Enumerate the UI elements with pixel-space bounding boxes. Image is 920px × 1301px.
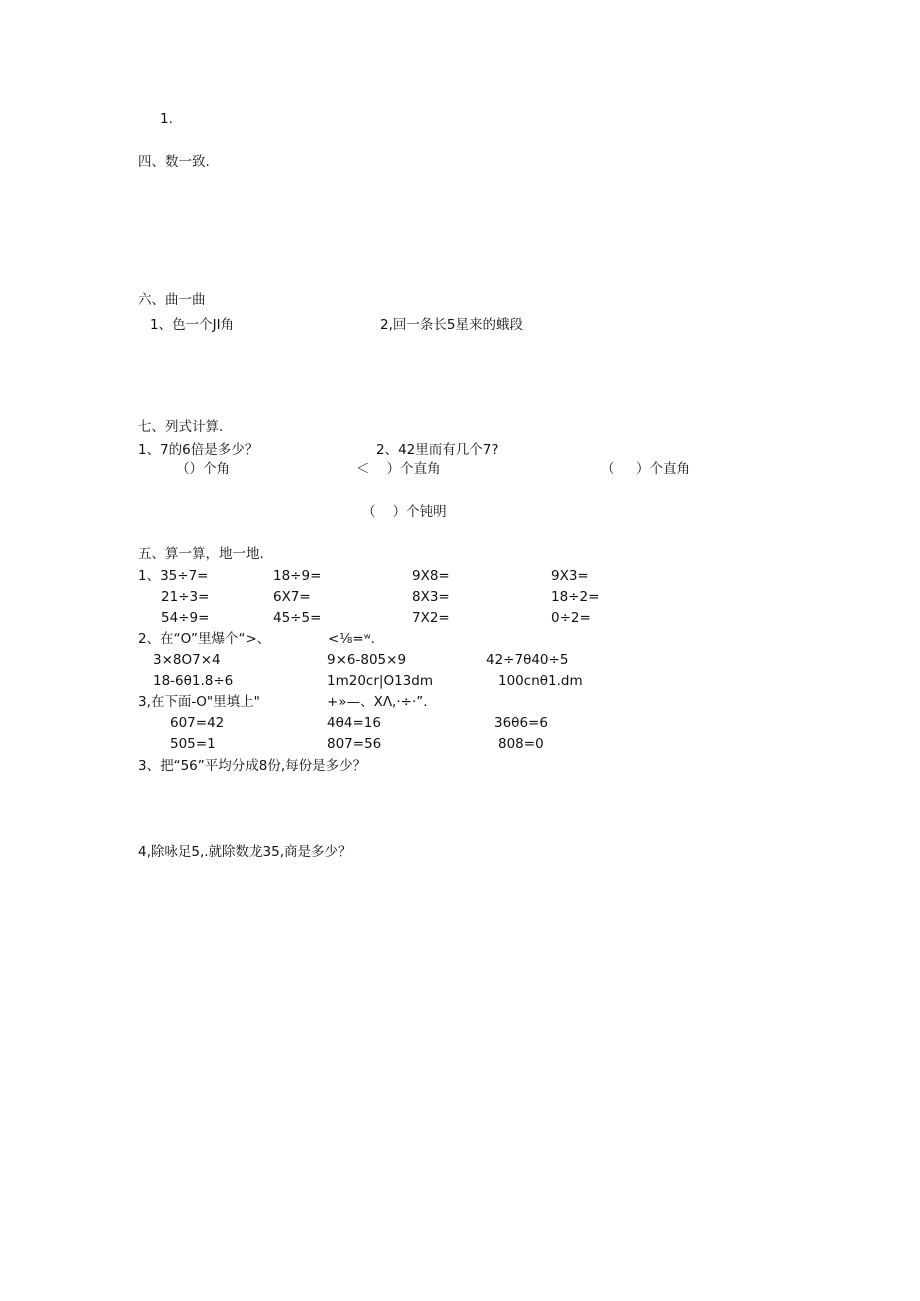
section-heading-4: 四、数一致. [138, 154, 210, 170]
blank-angle-count: （）个角 [176, 461, 230, 477]
calc-item: 54÷9= [161, 610, 210, 626]
operator-item: 607=42 [170, 715, 225, 731]
fill-operator-instruction: 3,在下面-O"里填上" [138, 694, 260, 710]
calc-item: 45÷5= [273, 610, 322, 626]
question-42-divided-by-7: 2、42里而有几个7? [376, 442, 499, 458]
calc-item: 1、35÷7= [138, 568, 209, 584]
compare-item: 1m20cr|O13dm [327, 673, 433, 689]
compare-item: 18-6θ1.8÷6 [153, 673, 234, 689]
calc-item: 21÷3= [161, 589, 210, 605]
operator-item: 505=1 [170, 736, 216, 752]
section-heading-5: 五、算一算，地一地. [138, 546, 264, 562]
operator-item: 4θ4=16 [327, 715, 381, 731]
word-problem-56: 3、把“56”平均分成8份,每份是多少？ [138, 758, 367, 774]
blank-right-angle-count-2: （ ）个直角 [601, 461, 690, 477]
section-heading-6: 六、曲一曲 [138, 292, 206, 308]
calc-item: 9X3= [551, 568, 589, 584]
operator-symbols: +»—、XΛ,·÷·”. [327, 694, 428, 710]
compare-item: 9×6-805×9 [327, 652, 407, 668]
operator-item: 36θ6=6 [494, 715, 548, 731]
compare-item: 100cnθ1.dm [498, 673, 583, 689]
operator-item: 807=56 [327, 736, 382, 752]
calc-item: 0÷2= [551, 610, 591, 626]
calc-item: 6X7= [273, 589, 311, 605]
compare-instruction: 2、在“O”里爆个“>、 [138, 631, 271, 647]
blank-right-angle-count-1: ＜ ）个直角 [356, 461, 441, 477]
calc-item: 18÷9= [273, 568, 322, 584]
compare-symbols: <⅛=ʷ. [328, 631, 375, 647]
operator-item: 808=0 [498, 736, 544, 752]
blank-obtuse-angle-count: （ ）个钝明 [362, 504, 447, 520]
compare-item: 42÷7θ40÷5 [486, 652, 569, 668]
compare-item: 3×8O7×4 [153, 652, 221, 668]
question-7-times-6: 1、7的6倍是多少？ [138, 442, 259, 458]
word-problem-divisor: 4,除咏足5,.就除数龙35,商是多少？ [138, 844, 352, 860]
question-draw-segment: 2,回一条长5星来的蛾段 [380, 317, 523, 333]
calc-item: 8X3= [412, 589, 450, 605]
item-number: 1. [160, 111, 173, 127]
calc-item: 7X2= [412, 610, 450, 626]
section-heading-7: 七、列式计算. [138, 419, 224, 435]
question-draw-angle: 1、色一个JI角 [150, 317, 235, 333]
calc-item: 9X8= [412, 568, 450, 584]
calc-item: 18÷2= [551, 589, 600, 605]
